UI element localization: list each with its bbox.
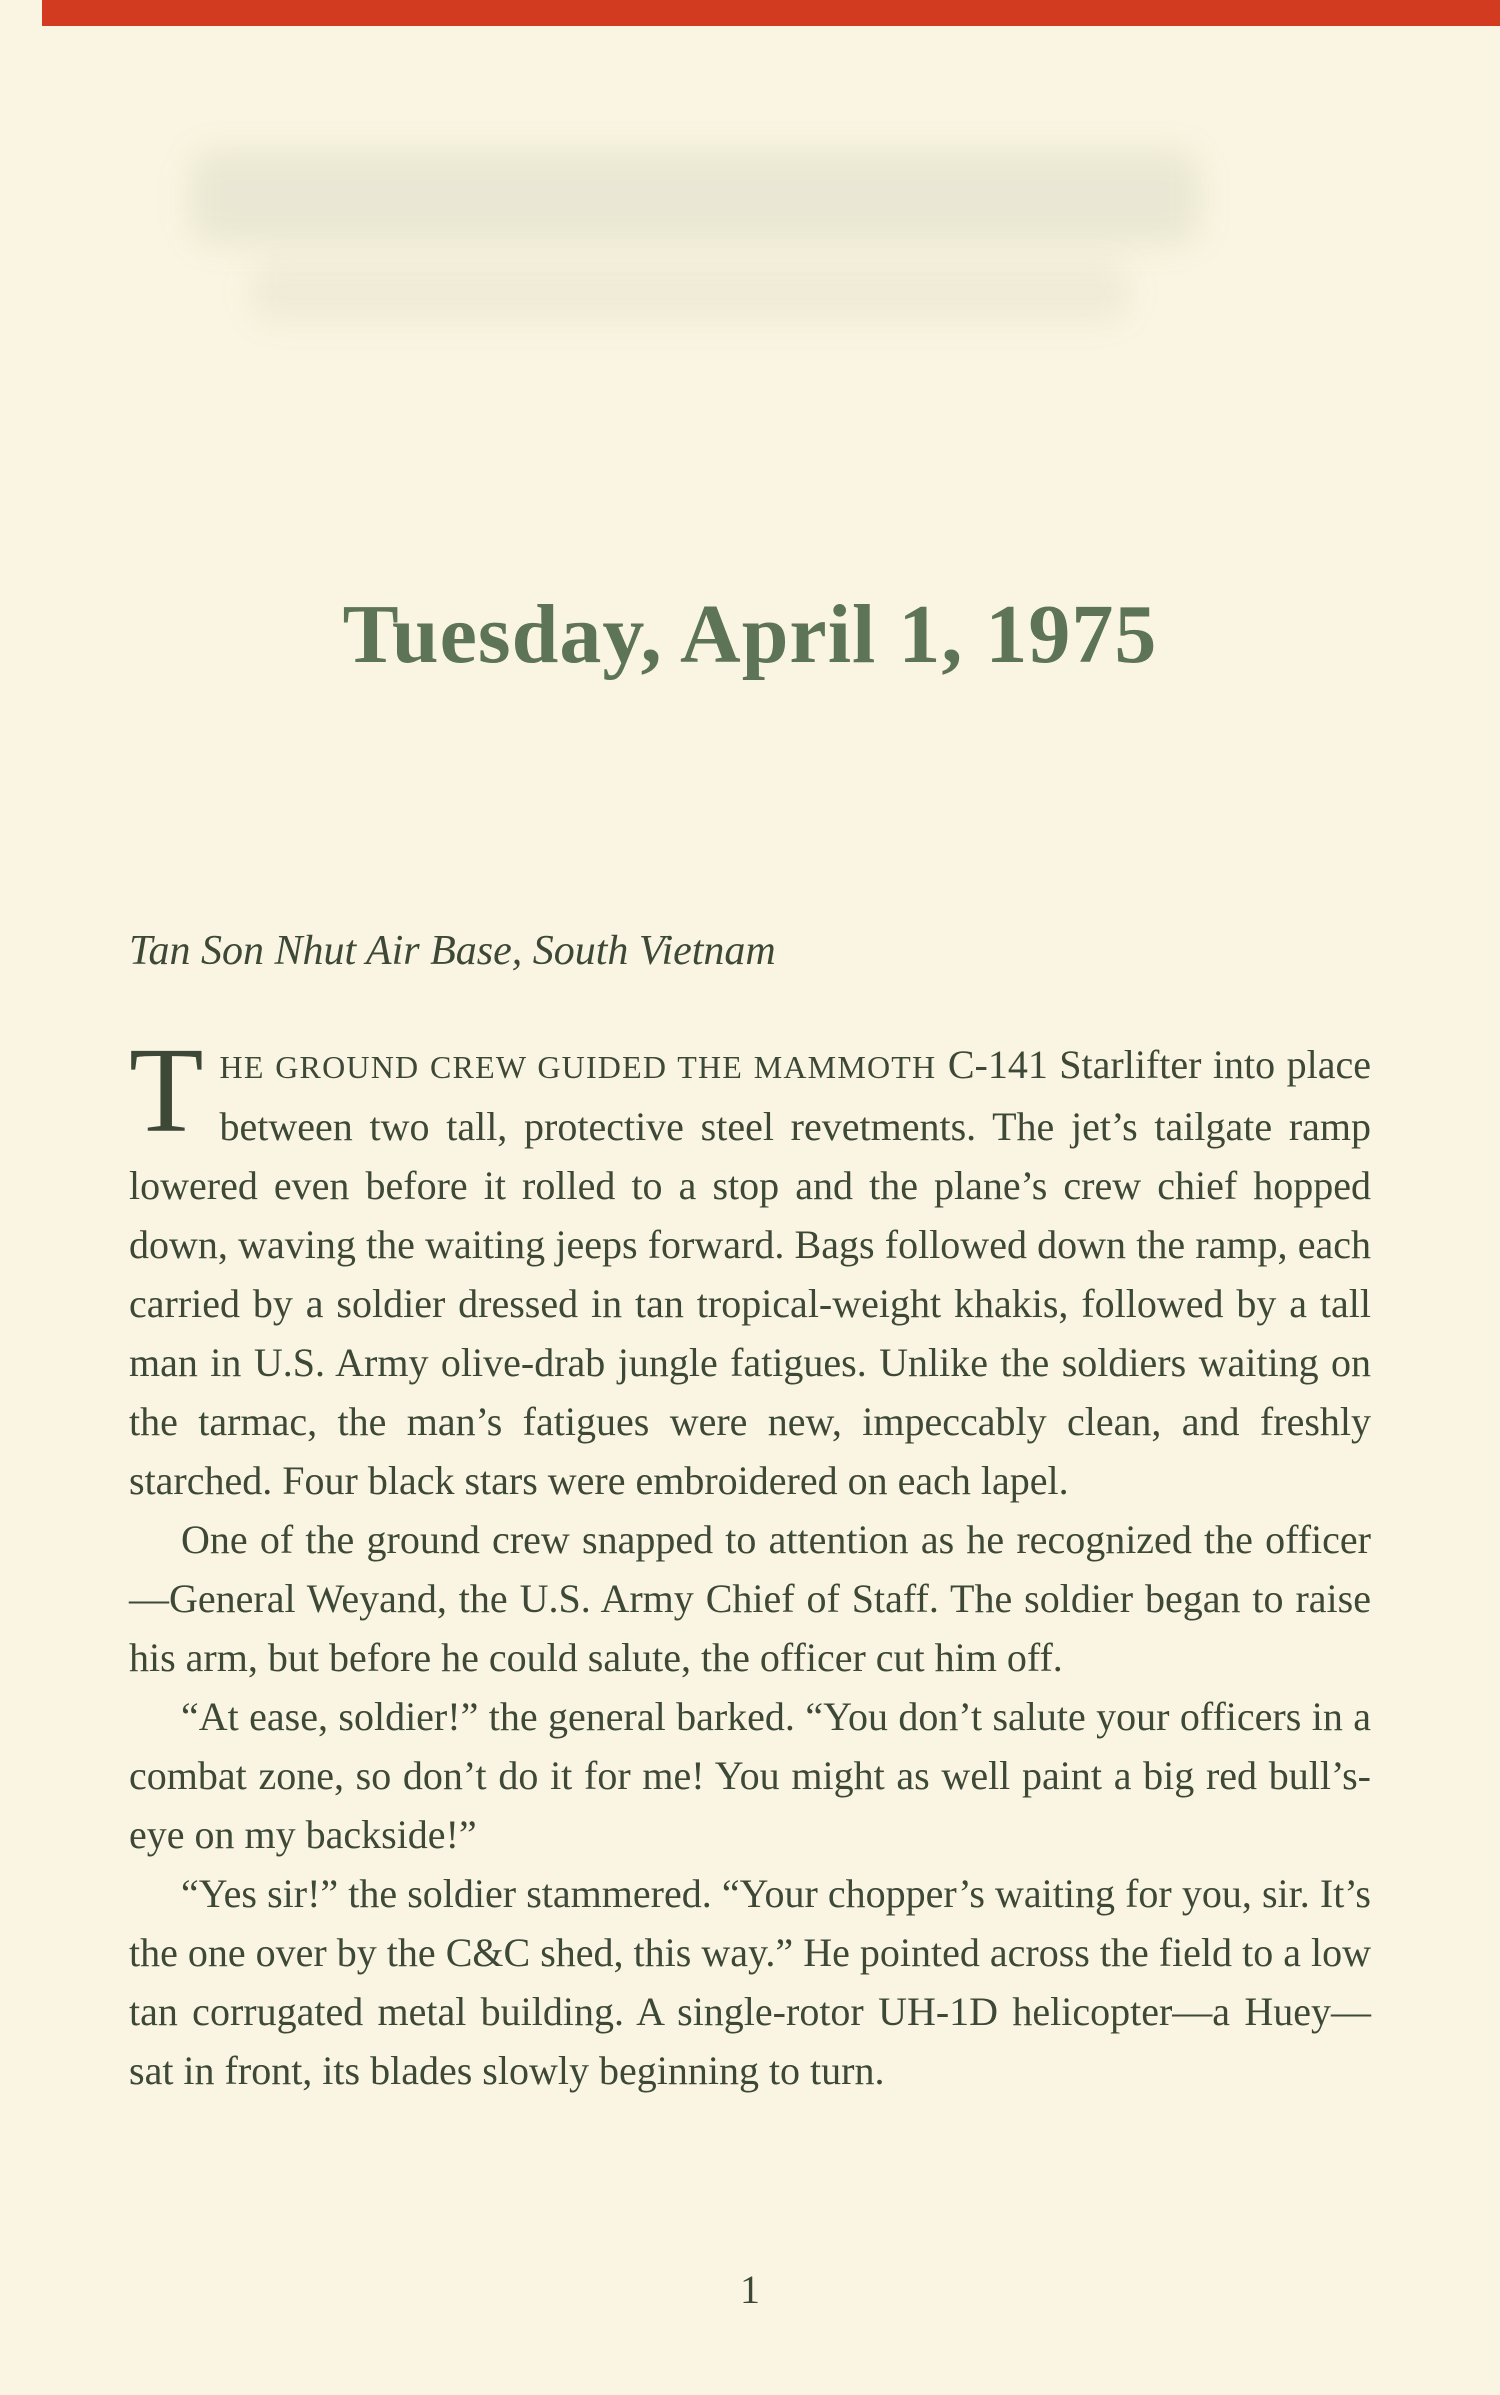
text-column (129, 0, 1371, 2100)
body-paragraph (129, 1023, 1371, 1510)
body-paragraph: One of the ground crew snapped to attention as he recognized the officer—General Weyand, the U.S. Army Chief of Staff. The soldier began to raise his arm, but before he could salute, the officer cut him off. (129, 1517, 1371, 1681)
page-number: 1 (740, 2267, 760, 2312)
chapter-title: Tuesday, April 1, 1975 (342, 588, 1158, 681)
body-paragraph: “At ease, soldier!” the general barked. “You don’t salute your officers in a combat zone, so don’t do it for me! You might as well paint a big red bull’s-eye on my backside!” (129, 1694, 1371, 1858)
body-text (129, 1023, 1371, 2100)
small-caps-lead: HE GROUND CREW GUIDED THE MAMMOTH (219, 1049, 937, 1086)
location-dateline: Tan Son Nhut Air Base, South Vietnam (129, 928, 776, 975)
drop-cap: T (129, 1023, 204, 1159)
paragraph-text: C-141 Starlifter into place between two tall, protective steel revetments. The jet’s tailgate ramp lowered even before it rolled to a stop and the plane’s crew chief hopped down, waving the waiting jeeps forward. Bags followed down the ramp, each carried by a soldier dressed in tan tropical-weight khakis, followed by a tall man in U.S. Army olive-drab jungle fatigues. Unlike the soldiers waiting on the tarmac, the man’s fatigues were new, impeccably clean, and freshly starched. Four black stars were embroidered on each lapel. (129, 1042, 1371, 1504)
body-paragraph: “Yes sir!” the soldier stammered. “Your chopper’s waiting for you, sir. It’s the one over by the C&C shed, this way.” He pointed across the field to a low tan corrugated metal building. A single-rotor UH-1D helicopter—a Huey—sat in front, its blades slowly beginning to turn. (129, 1871, 1371, 2094)
